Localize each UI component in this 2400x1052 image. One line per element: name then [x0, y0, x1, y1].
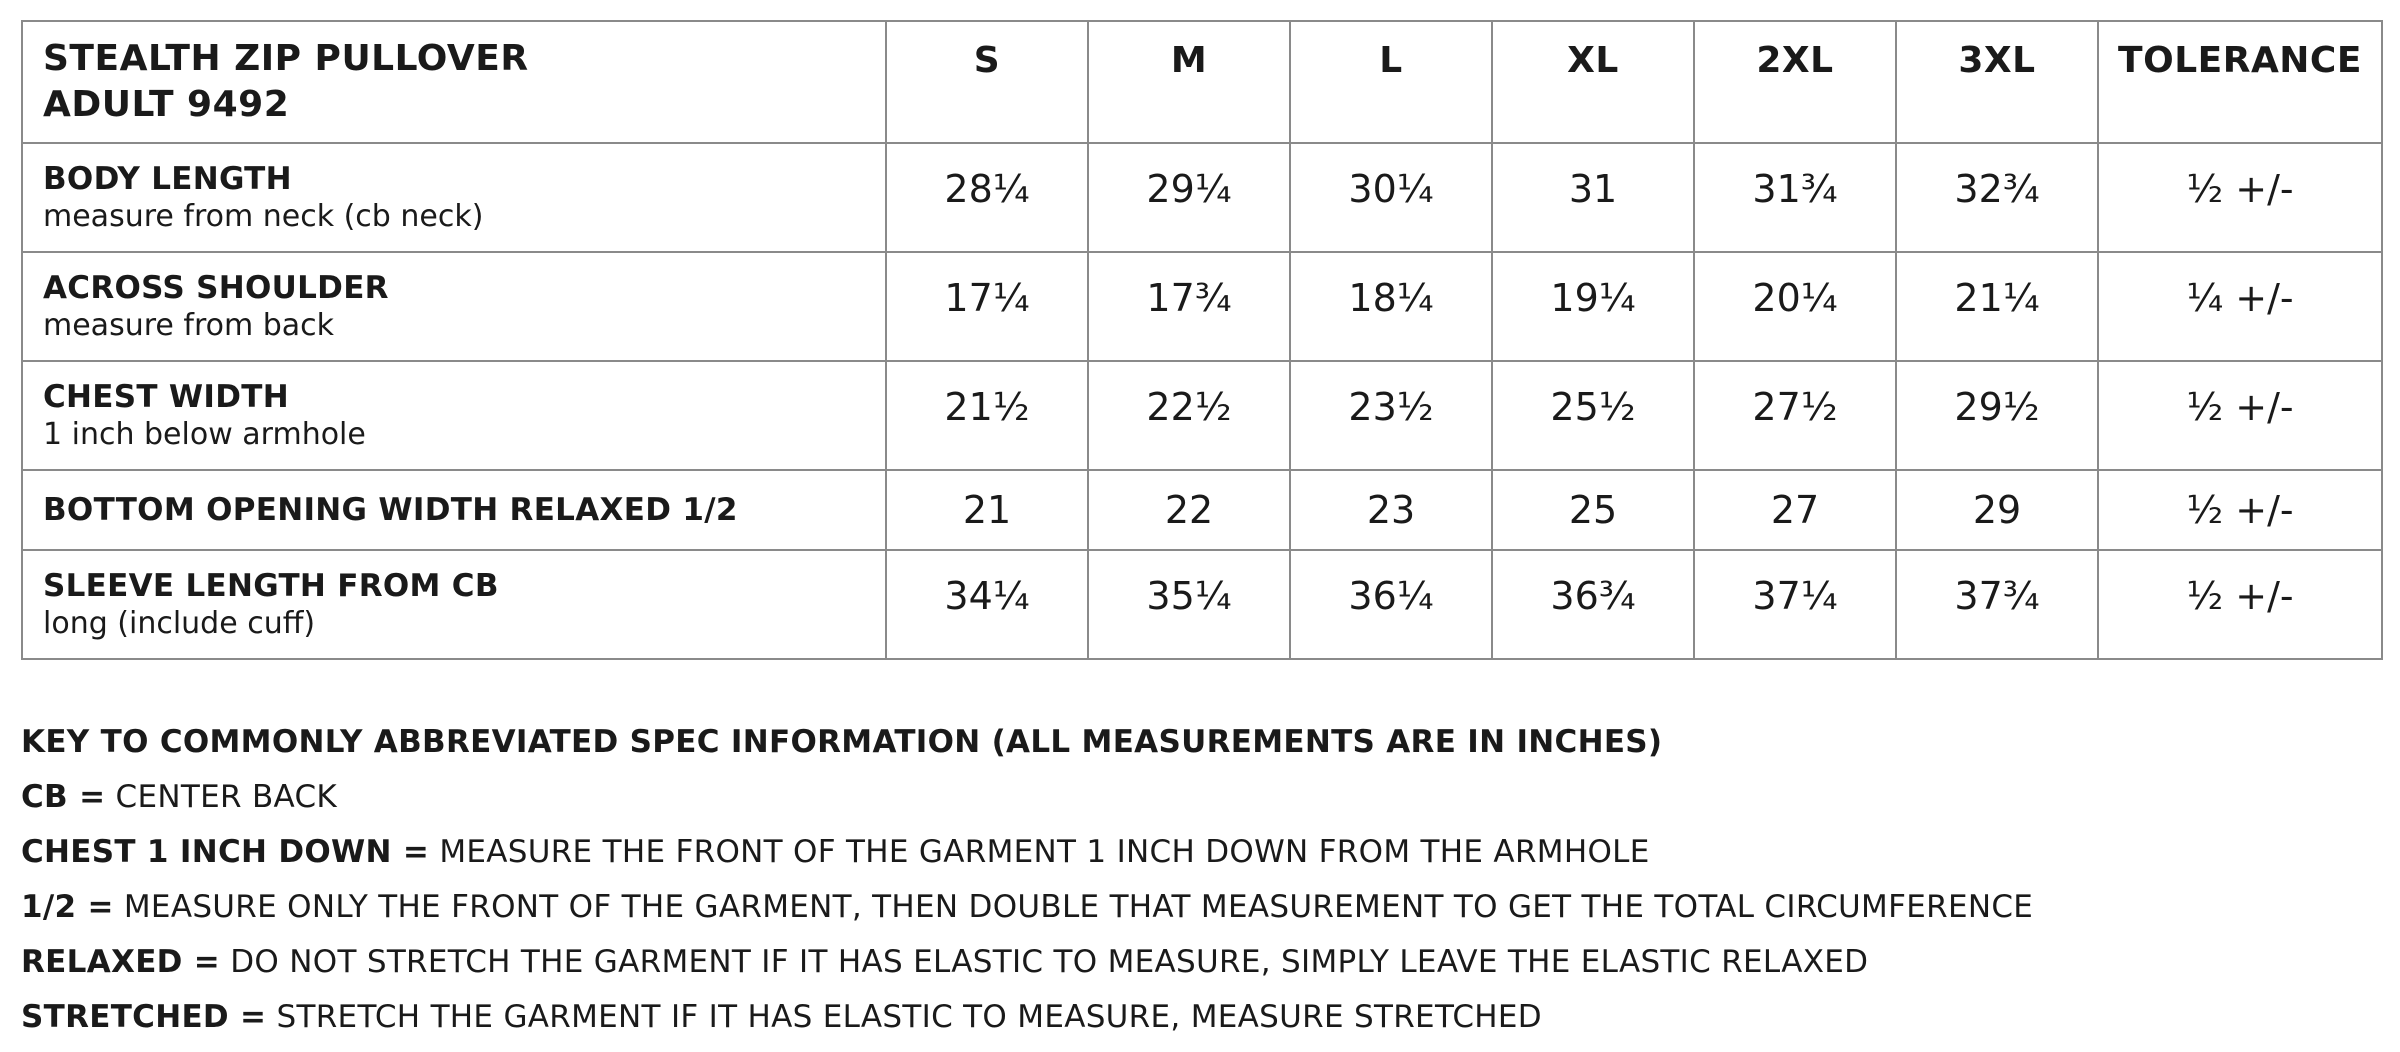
measurement-value: 32¾	[1896, 143, 2098, 252]
measurement-value: 23	[1290, 470, 1492, 550]
measurement-value: 31¾	[1694, 143, 1896, 252]
measurement-value: 34¼	[886, 550, 1088, 659]
product-style-number: ADULT 9492	[43, 84, 290, 125]
table-row-bottom-opening	[22, 470, 2382, 550]
measurement-label-cell	[22, 252, 886, 361]
size-header-l: L	[1290, 21, 1492, 143]
measurement-instruction: long (include cuff)	[43, 605, 316, 641]
measurement-value: 31	[1492, 143, 1694, 252]
tolerance-value: ¼ +/-	[2098, 252, 2382, 361]
key-entry-cb	[21, 777, 2381, 832]
measurement-value: 36¾	[1492, 550, 1694, 659]
measurement-name: BOTTOM OPENING WIDTH RELAXED 1/2	[43, 492, 738, 528]
size-header-xl: XL	[1492, 21, 1694, 143]
key-heading: KEY TO COMMONLY ABBREVIATED SPEC INFORMATION (ALL MEASUREMENTS ARE IN INCHES)	[21, 724, 1663, 760]
measurement-value: 18¼	[1290, 252, 1492, 361]
tolerance-value: ½ +/-	[2098, 470, 2382, 550]
product-name: STEALTH ZIP PULLOVER	[43, 38, 529, 79]
measurement-instruction: 1 inch below armhole	[43, 416, 366, 452]
key-entry-chest-1-inch-down	[21, 832, 2381, 887]
measurement-value: 29	[1896, 470, 2098, 550]
measurement-name: SLEEVE LENGTH FROM CB	[43, 567, 499, 604]
table-row-body-length	[22, 143, 2382, 252]
measurement-value: 25½	[1492, 361, 1694, 470]
measurement-value: 27	[1694, 470, 1896, 550]
measurement-value: 20¼	[1694, 252, 1896, 361]
measurement-label-cell	[22, 361, 886, 470]
measurement-value: 22	[1088, 470, 1290, 550]
table-row-chest-width	[22, 361, 2382, 470]
measurement-label-cell	[22, 550, 886, 659]
tolerance-value: ½ +/-	[2098, 361, 2382, 470]
table-row-sleeve-length	[22, 550, 2382, 659]
measurement-value: 36¼	[1290, 550, 1492, 659]
measurement-value: 23½	[1290, 361, 1492, 470]
key-term: RELAXED =	[21, 944, 221, 980]
measurement-value: 17¾	[1088, 252, 1290, 361]
size-header-3xl: 3XL	[1896, 21, 2098, 143]
measurement-value: 21¼	[1896, 252, 2098, 361]
key-term: 1/2 =	[21, 889, 114, 925]
measurement-value: 30¼	[1290, 143, 1492, 252]
measurement-value: 21½	[886, 361, 1088, 470]
measurement-name: ACROSS SHOULDER	[43, 269, 389, 306]
key-definition: MEASURE ONLY THE FRONT OF THE GARMENT, THEN DOUBLE THAT MEASUREMENT TO GET THE TOTAL CIRCUMFERENCE	[123, 889, 2034, 925]
size-header-2xl: 2XL	[1694, 21, 1896, 143]
product-title-cell	[22, 21, 886, 143]
measurement-value: 19¼	[1492, 252, 1694, 361]
measurement-instruction: measure from neck (cb neck)	[43, 198, 484, 234]
key-term: CB =	[21, 779, 106, 815]
size-header-s: S	[886, 21, 1088, 143]
table-header-row	[22, 21, 2382, 143]
key-definition: STRETCH THE GARMENT IF IT HAS ELASTIC TO MEASURE, MEASURE STRETCHED	[276, 999, 1542, 1035]
key-entry-stretched	[21, 997, 2381, 1052]
measurement-value: 21	[886, 470, 1088, 550]
measurement-name: CHEST WIDTH	[43, 378, 289, 415]
tolerance-header: TOLERANCE	[2098, 21, 2382, 143]
abbreviation-key	[21, 722, 2381, 1052]
tolerance-value: ½ +/-	[2098, 550, 2382, 659]
key-entry-relaxed	[21, 942, 2381, 997]
key-term: STRETCHED =	[21, 999, 267, 1035]
key-entry-half	[21, 887, 2381, 942]
measurement-value: 37¾	[1896, 550, 2098, 659]
size-header-m: M	[1088, 21, 1290, 143]
measurement-value: 27½	[1694, 361, 1896, 470]
measurement-value: 22½	[1088, 361, 1290, 470]
measurement-label-cell	[22, 470, 886, 550]
key-definition: DO NOT STRETCH THE GARMENT IF IT HAS ELASTIC TO MEASURE, SIMPLY LEAVE THE ELASTIC RELAXED	[230, 944, 1869, 980]
measurement-instruction: measure from back	[43, 307, 335, 343]
measurement-value: 37¼	[1694, 550, 1896, 659]
key-term: CHEST 1 INCH DOWN =	[21, 834, 430, 870]
measurement-name: BODY LENGTH	[43, 160, 292, 197]
key-definition: CENTER BACK	[115, 779, 338, 815]
measurement-value: 28¼	[886, 143, 1088, 252]
measurement-value: 29½	[1896, 361, 2098, 470]
key-definition: MEASURE THE FRONT OF THE GARMENT 1 INCH DOWN FROM THE ARMHOLE	[439, 834, 1650, 870]
spec-table	[21, 20, 2383, 660]
measurement-value: 17¼	[886, 252, 1088, 361]
table-row-across-shoulder	[22, 252, 2382, 361]
measurement-value: 35¼	[1088, 550, 1290, 659]
measurement-value: 25	[1492, 470, 1694, 550]
tolerance-value: ½ +/-	[2098, 143, 2382, 252]
measurement-value: 29¼	[1088, 143, 1290, 252]
measurement-label-cell	[22, 143, 886, 252]
